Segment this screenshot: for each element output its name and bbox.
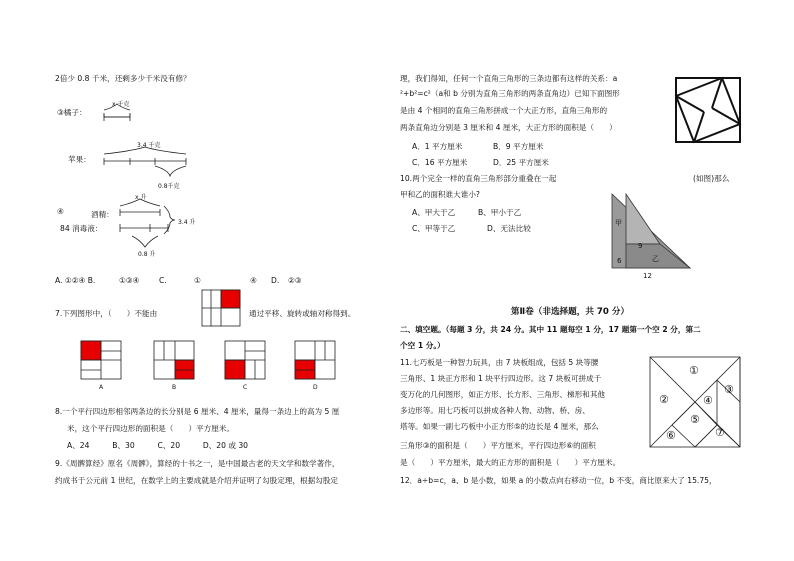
- fill-in-header-2: 个空 1 分。）: [400, 341, 445, 350]
- q-intro-line: 2倍少 0.8 千米，还剩多少千米没有修？: [55, 74, 191, 83]
- q9-cont-line-3: 是由 4 个相同的直角三角形拼成一个大正方形，直角三角形的: [400, 106, 608, 115]
- q10-option-c: C、甲等于乙: [412, 224, 456, 233]
- orange-label: ③橘子：: [57, 108, 87, 117]
- q10-line-1b: (如图)那么: [693, 174, 730, 183]
- tangram-piece-3: ③: [724, 383, 734, 396]
- circled-4: ④: [57, 207, 64, 216]
- q6-option-b: ①③④: [119, 276, 140, 285]
- q6-option-d-label: D.: [271, 276, 280, 285]
- q9-option-c: C．16 平方厘米: [412, 158, 468, 167]
- x-liter-label: x 升: [135, 194, 147, 201]
- q7-text-1: 7.下列图形中，（ ）不能由: [55, 309, 158, 318]
- q8-line-1: 8.一个平行四边形相邻两条边的长分别是 6 厘米、4 厘米，量得一条边上的高为 5 厘: [55, 407, 340, 416]
- q10-9-label: 9: [638, 242, 643, 250]
- kg08-label: 0.8千克: [158, 183, 180, 190]
- q10-12-label: 12: [643, 272, 652, 280]
- q7-label-a: A: [99, 384, 104, 391]
- q11-line-3: 变万化的几何图形，如正方形、长方形、三角形、梯形和其他: [400, 390, 606, 399]
- q9-option-b: B．9 平方厘米: [493, 142, 544, 151]
- q11-line-4: 多边形等。用七巧板可以拼成各种人物、动物、桥、房、: [400, 406, 590, 415]
- tangram-piece-1: ①: [689, 364, 699, 377]
- kg34-label: 3.4 千克: [137, 142, 161, 149]
- alcohol-label: 酒精：: [91, 210, 114, 219]
- liter08-label: 0.8 升: [138, 251, 156, 258]
- q9-cont-line-4: 两条直角边分别是 3 厘米和 4 厘米，大正方形的面积是（ ）: [400, 123, 617, 132]
- q10-6-label: 6: [617, 257, 622, 265]
- q9-line-2: 约成书于公元前 1 世纪，在数学上的主要成就是介绍并证明了勾股定理，根据勾股定: [55, 476, 339, 485]
- q9-cont-line-1: 理，我们得知，任何一个直角三角形的三条边都有这样的关系：a: [400, 74, 618, 83]
- q7-label-c: C: [243, 384, 248, 391]
- q6-option-c: ①: [194, 276, 201, 285]
- q11-line-7: 是（ ）平方厘米，最大的正方形的面积是（ ）平方厘米。: [400, 458, 621, 467]
- q7-label-b: B: [172, 384, 177, 391]
- q9-option-a: A．1 平方厘米: [412, 142, 463, 151]
- q11-line-6: 三角形③的面积是（ ）平方厘米，平行四边形⑥的面积: [400, 441, 596, 450]
- q6-option-c-label: C.: [159, 276, 167, 285]
- fill-in-header-1: 二、填空题。（每题 3 分，共 24 分。其中 11 题每空 1 分，17 题第一个空 2 分，第二: [400, 325, 701, 334]
- q9-option-d: D．25 平方厘米: [493, 158, 549, 167]
- q10-jia-label: 甲: [615, 219, 622, 227]
- q6-option-d-circle: ④: [250, 276, 257, 285]
- q10-yi-label: 乙: [652, 255, 659, 263]
- x-kg-label: x 千克: [112, 101, 130, 108]
- q10-option-b: B、甲小于乙: [478, 208, 522, 217]
- q10-line-1: 10.两个完全一样的直角三角形部分重叠在一起: [400, 174, 557, 183]
- section-2-title: 第Ⅱ卷（非选择题，共 70 分）: [510, 307, 630, 317]
- tangram-piece-7: ⑦: [715, 426, 725, 439]
- q6-option-e: ②③: [288, 276, 302, 285]
- q12-line: 12．a÷b=c，a、b 是小数，如果 a 的小数点向右移动一位，b 不变，商比原来大了 15.75，: [400, 476, 717, 485]
- q7-label-d: D: [313, 384, 318, 391]
- q10-option-a: A、甲大于乙: [412, 208, 456, 217]
- q10-option-d: D、无法比较: [487, 224, 531, 233]
- q11-line-1: 11.七巧板是一种智力玩具，由 7 块板组成，包括 5 块等腰: [400, 358, 599, 367]
- tangram-piece-6: ⑥: [666, 429, 676, 442]
- q9-line-1: 9.《周髀算经》原名《周髀》，算经的十书之一，是中国最古老的天文学和数学著作，: [55, 459, 340, 468]
- q11-line-2: 三角形、1 块正方形和 1 块平行四边形。这 7 块板可拼成千: [400, 374, 602, 383]
- q7-text-2: 通过平移、旋转或轴对称得到。: [249, 309, 356, 318]
- tangram-piece-4: ④: [703, 394, 713, 407]
- disinfectant-label: 84 消毒液：: [60, 224, 103, 233]
- tangram-piece-2: ②: [659, 393, 669, 406]
- q8-options: A、24 B、30 C、20 D、20 或 30: [67, 441, 249, 450]
- apple-label: 苹果：: [68, 155, 91, 164]
- q9-cont-line-2: ²+b²=c²（a和 b 分别为直角三角形的两条直角边）已知下面图形: [400, 89, 620, 98]
- q10-line-2: 甲和乙的面积谁大谁小?: [400, 190, 480, 199]
- q6-option-a: A. ①②④ B.: [55, 276, 96, 285]
- tangram-piece-5: ⑤: [690, 413, 700, 426]
- q11-line-5: 塔等。如果一副七巧板中小正方形⑤的边长是 4 厘米，那么: [400, 422, 599, 431]
- q8-line-2: 米，这个平行四边形的面积是（ ）平方厘米。: [67, 424, 235, 433]
- liter34-label: 3.4 升: [178, 219, 196, 226]
